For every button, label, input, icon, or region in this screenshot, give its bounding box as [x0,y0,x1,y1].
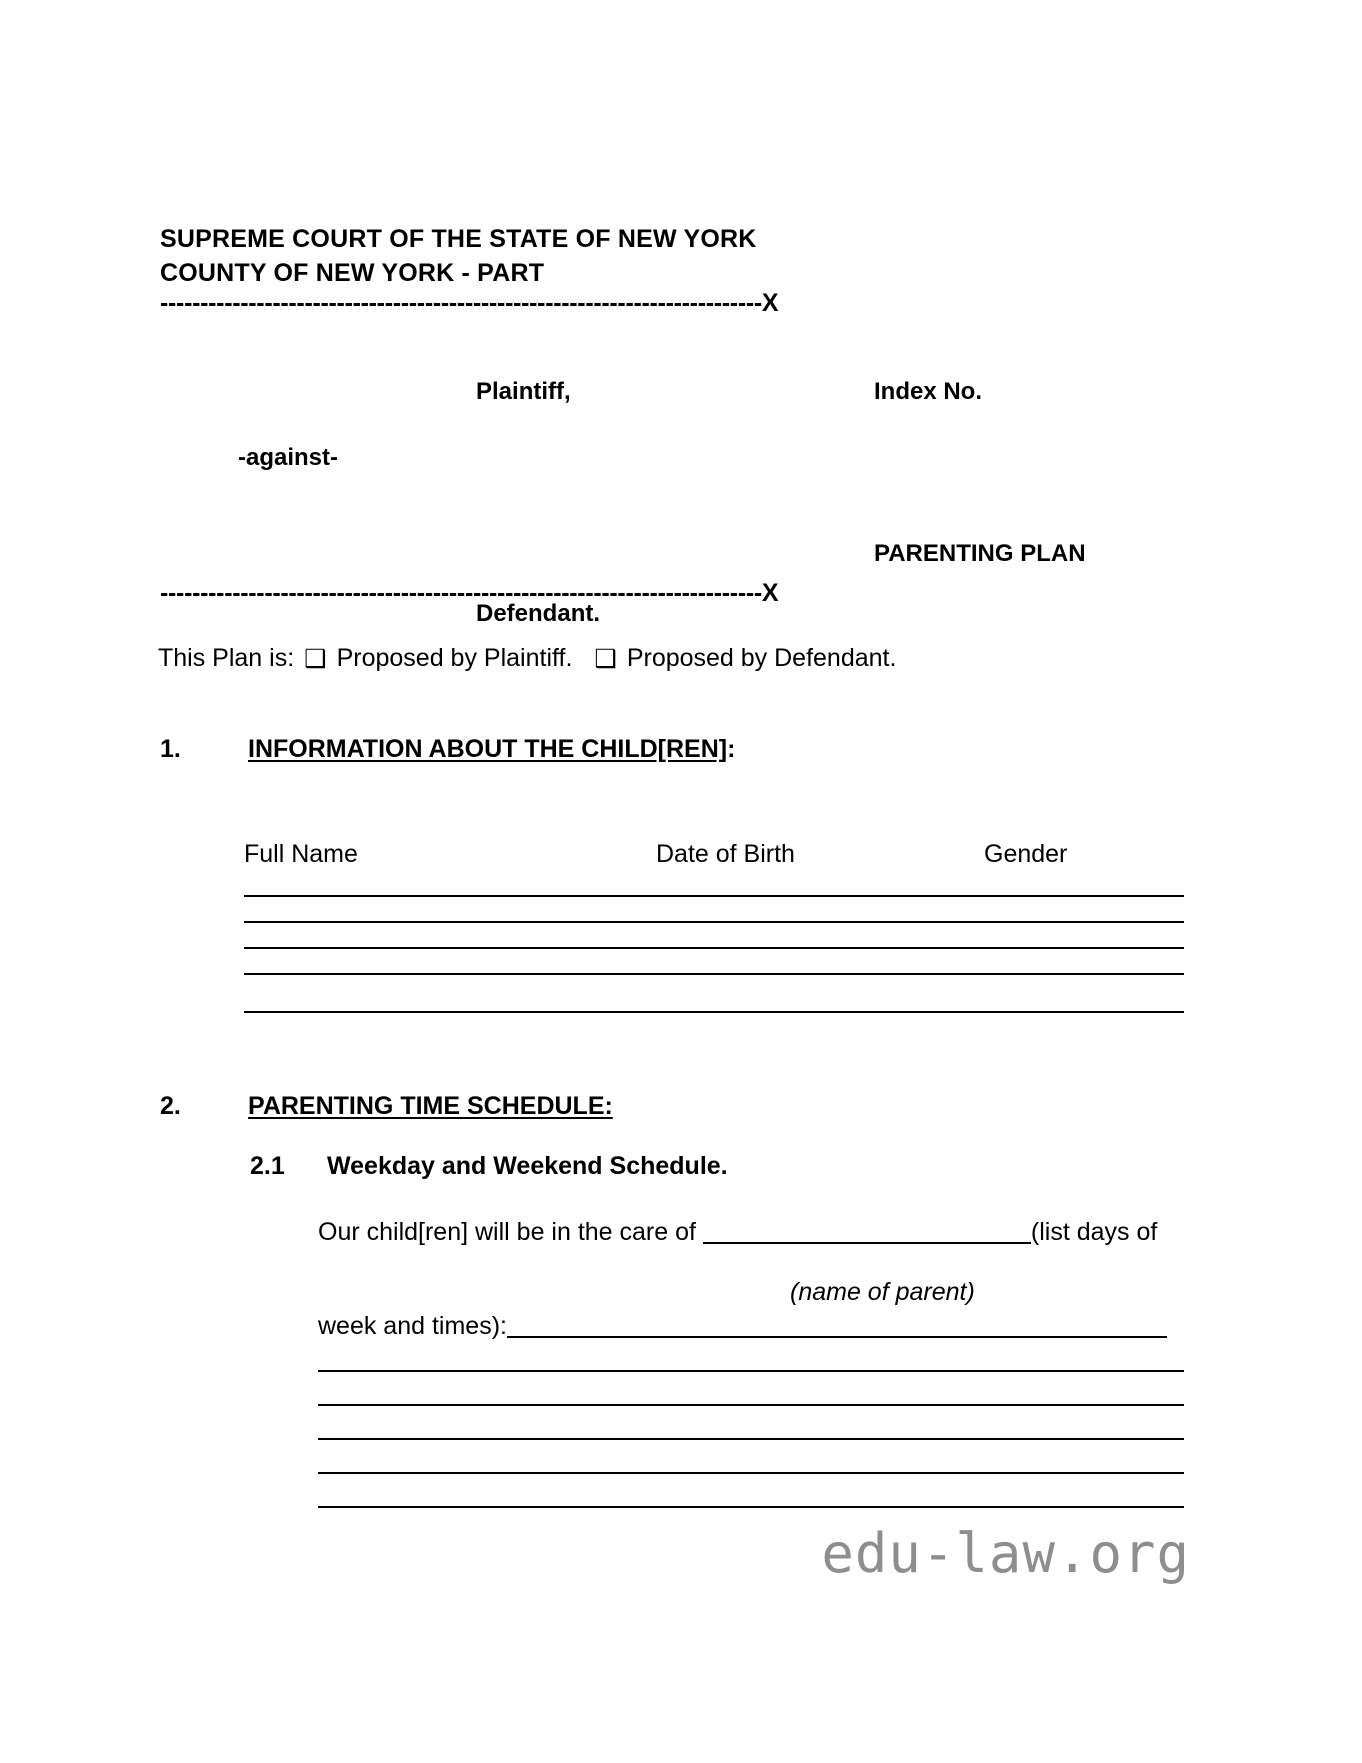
caption-bottom-dashed-rule: ---------------------------------------------------------------------------X [160,580,779,606]
document-title: PARENTING PLAN [874,540,1086,567]
defendant-label: Defendant. [476,600,601,627]
section-2-number: 2. [160,1092,181,1120]
plan-type-prompt: This Plan is: [158,644,295,672]
child-info-blank-line[interactable] [244,895,1184,897]
subsection-2-1-body [318,1215,1178,1250]
care-of-text: Our child[ren] will be in the care of [318,1218,696,1246]
child-info-blank-line[interactable] [244,1011,1184,1013]
child-info-blank-line[interactable] [244,973,1184,975]
section-1-title-text: INFORMATION ABOUT THE CHILD[REN] [248,735,728,763]
week-and-times-fill-blank[interactable] [507,1312,1167,1338]
schedule-blank-line[interactable] [318,1506,1184,1508]
child-info-blank-line[interactable] [244,921,1184,923]
schedule-blank-line[interactable] [318,1370,1184,1372]
week-and-times-row [318,1312,1167,1341]
plan-type-row [158,644,896,673]
list-days-of-text: (list days of [1030,1218,1158,1246]
subsection-2-1-number: 2.1 [250,1152,285,1180]
schedule-blank-line[interactable] [318,1404,1184,1406]
section-1-number: 1. [160,735,181,763]
checkbox-proposed-by-defendant-icon[interactable]: ❑ [594,645,617,673]
index-no-label: Index No. [874,378,983,405]
checkbox-proposed-by-plaintiff-icon[interactable]: ❑ [304,645,327,673]
plan-type-option-plaintiff-label: Proposed by Plaintiff. [336,644,573,672]
column-header-gender: Gender [984,840,1068,868]
court-header [160,222,757,290]
schedule-blank-line[interactable] [318,1472,1184,1474]
section-2-heading: PARENTING TIME SCHEDULE: [248,1092,613,1120]
section-1-heading [248,735,735,764]
caption-top-dashed-rule: ---------------------------------------------------------------------------X [160,290,779,316]
plan-type-option-defendant-label: Proposed by Defendant. [626,644,897,672]
against-label: -against- [238,444,339,471]
subsection-2-1-heading: Weekday and Weekend Schedule. [327,1152,728,1180]
parent-name-fill-blank[interactable] [703,1218,1031,1244]
child-info-blank-line[interactable] [244,947,1184,949]
site-watermark: edu-law.org [821,1522,1190,1585]
column-header-date-of-birth: Date of Birth [656,840,795,868]
name-of-parent-caption: (name of parent) [790,1278,975,1306]
schedule-blank-line[interactable] [318,1438,1184,1440]
plaintiff-label: Plaintiff, [476,378,571,405]
section-1-title-colon: : [727,735,736,763]
column-header-full-name: Full Name [244,840,358,868]
court-name-line: SUPREME COURT OF THE STATE OF NEW YORK [160,225,757,253]
week-and-times-label: week and times): [318,1312,507,1340]
county-part-line: COUNTY OF NEW YORK - PART [160,259,545,287]
